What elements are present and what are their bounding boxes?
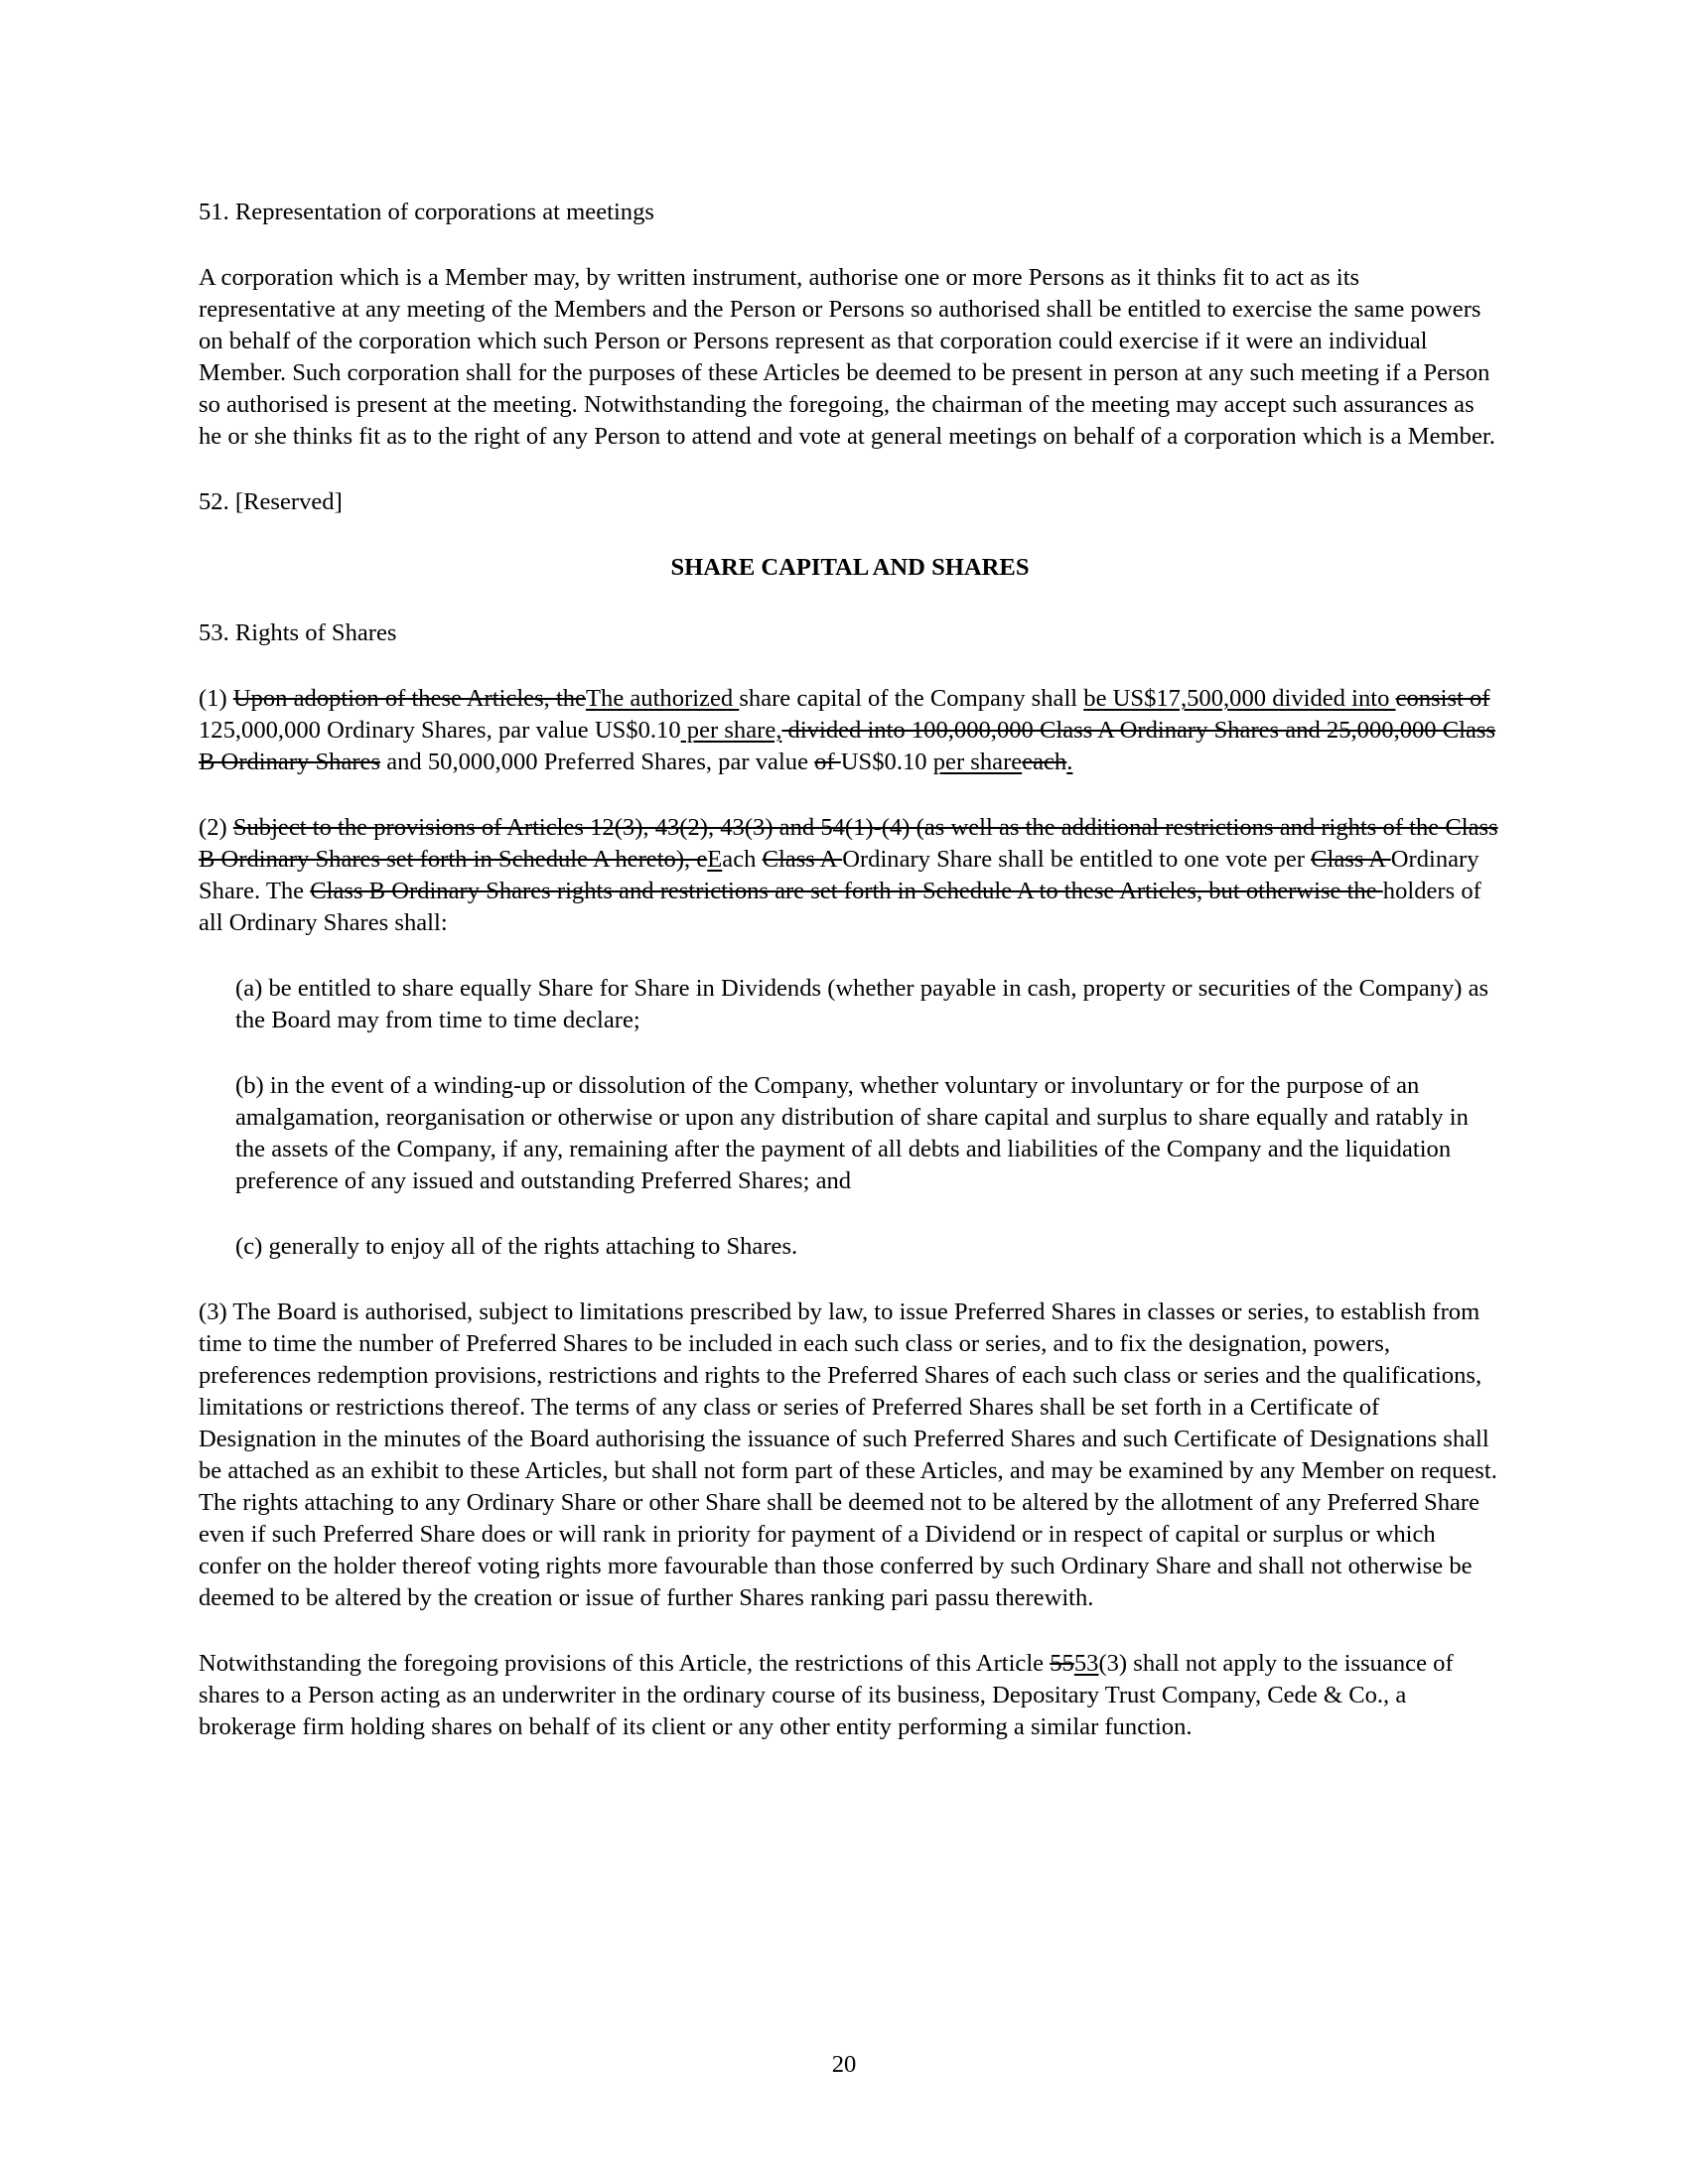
section-53-sub2 (199, 812, 1501, 939)
body-text: 125,000,000 Ordinary Shares, par value US$0.10 (199, 717, 681, 744)
sub2-item-c (235, 1231, 1501, 1263)
inserted-text: The authorized (586, 685, 740, 712)
inserted-text: per share, (680, 717, 782, 744)
body-text: US$0.10 (840, 749, 933, 775)
body-text: Ordinary Share. The (199, 846, 1479, 904)
inserted-text: . (1066, 749, 1073, 775)
document-page (199, 197, 1501, 1743)
part-heading: SHARE CAPITAL AND SHARES (670, 554, 1030, 581)
tracked-segments (199, 685, 1495, 775)
deleted-text: of (814, 749, 841, 775)
deleted-text: Subject to the provisions of Articles 12(3), 43(2), 43(3) and 54(1)-(4) (as well as the additional restrictions and rights of the Class B Ordinary Shares set forth in Schedule A hereto), e (199, 814, 1498, 873)
section-52-heading: 52. [Reserved] (199, 488, 343, 515)
deleted-text: divided into 100,000,000 Class A Ordinary Shares and 25,000,000 Class B Ordinary Shares (199, 717, 1496, 775)
sub1-label: (1) (199, 685, 233, 712)
section-53-sub3 (199, 1297, 1501, 1614)
sub3-label: (3) (199, 1298, 233, 1325)
section-53-closing (199, 1648, 1501, 1743)
body-text: and 50,000,000 Preferred Shares, par value (380, 749, 815, 775)
inserted-text: be US$17,500,000 divided into (1083, 685, 1396, 712)
inserted-text: E (707, 846, 723, 873)
section-51-heading: 51. Representation of corporations at meetings (199, 199, 654, 225)
section-53-sub1 (199, 683, 1501, 778)
tracked-segments (199, 1650, 1454, 1740)
sub3-text: The Board is authorised, subject to limitations prescribed by law, to issue Preferred Shares in classes or series, to establish from time to time the number of Preferred Shares to be included in each such class or series, and to fix the designation, powers, preferences redemption provisions, restrictions and rights to the Preferred Shares of each such class or series and the qualifications, limitations or restrictions thereof. The terms of any class or series of Preferred Shares shall be set forth in a Certificate of Designation in the minutes of the Board authorising the issuance of such Preferred Shares and such Certificate of Designations shall be attached as an exhibit to these Articles, but shall not form part of these Articles, and may be examined by any Member on request. The rights attaching to any Ordinary Share or other Share shall be deemed not to be altered by the allotment of any Preferred Share even if such Preferred Share does or will rank in priority for payment of a Dividend or in respect of capital or surplus or which confer on the holder thereof voting rights more favourable than those conferred by such Ordinary Share and shall not otherwise be deemed to be altered by the creation or issue of further Shares ranking pari passu therewith. (199, 1298, 1497, 1611)
tracked-segments (199, 814, 1498, 936)
section-53-heading: 53. Rights of Shares (199, 619, 397, 646)
page-number: 20 (831, 2051, 857, 2078)
deleted-text: Upon adoption of these Articles, the (232, 685, 586, 712)
item-label: (b) (235, 1072, 270, 1099)
deleted-text: Class A (762, 846, 843, 873)
sub2-label: (2) (199, 814, 233, 841)
item-label: (a) (235, 975, 269, 1002)
sub2-item-a (235, 973, 1501, 1036)
body-text: holders of all Ordinary Shares shall: (199, 878, 1481, 936)
body-text: (3) shall not apply to the issuance of shares to a Person acting as an underwriter in the ordinary course of its business, Depositary Trust Company, Cede & Co., a brokerage firm holding shares on behalf of its client or any other entity performing a similar function. (199, 1650, 1454, 1740)
body-text: share capital of the Company shall (739, 685, 1084, 712)
deleted-text: consist of (1395, 685, 1490, 712)
item-text: be entitled to share equally Share for Share in Dividends (whether payable in cash, property or securities of the Company) as the Board may from time to time declare; (235, 975, 1489, 1033)
deleted-text: 55 (1050, 1650, 1074, 1677)
inserted-text: per share (932, 749, 1023, 775)
deleted-text: Class A (1311, 846, 1391, 873)
deleted-text: Class B Ordinary Shares rights and restrictions are set forth in Schedule A to these Articles, but otherwise the (310, 878, 1383, 904)
item-text: in the event of a winding-up or dissolution of the Company, whether voluntary or involuntary or for the purpose of an amalgamation, reorganisation or otherwise or upon any distribution of share capital and surplus to share equally and ratably in the assets of the Company, if any, remaining after the payment of all debts and liabilities of the Company and the liquidation preference of any issued and outstanding Preferred Shares; and (235, 1072, 1469, 1194)
inserted-text: 53 (1073, 1650, 1099, 1677)
deleted-text: each (1022, 749, 1067, 775)
body-text: ach (722, 846, 763, 873)
item-text: generally to enjoy all of the rights attaching to Shares. (268, 1233, 798, 1260)
body-text: Notwithstanding the foregoing provisions of this Article, the restrictions of this Article (199, 1650, 1051, 1677)
item-label: (c) (235, 1233, 269, 1260)
sub2-item-b (235, 1070, 1501, 1197)
body-text: Ordinary Share shall be entitled to one vote per (842, 846, 1312, 873)
section-51-body: A corporation which is a Member may, by written instrument, authorise one or more Persons as it thinks fit to act as its representative at any meeting of the Members and the Person or Persons so authorised shall be entitled to exercise the same powers on behalf of the corporation which such Person or Persons represent as that corporation could exercise if it were an individual Member. Such corporation shall for the purposes of these Articles be deemed to be present in person at any such meeting if a Person so authorised is present at the meeting. Notwithstanding the foregoing, the chairman of the meeting may accept such assurances as he or she thinks fit as to the right of any Person to attend and vote at general meetings on behalf of a corporation which is a Member. (199, 264, 1495, 450)
